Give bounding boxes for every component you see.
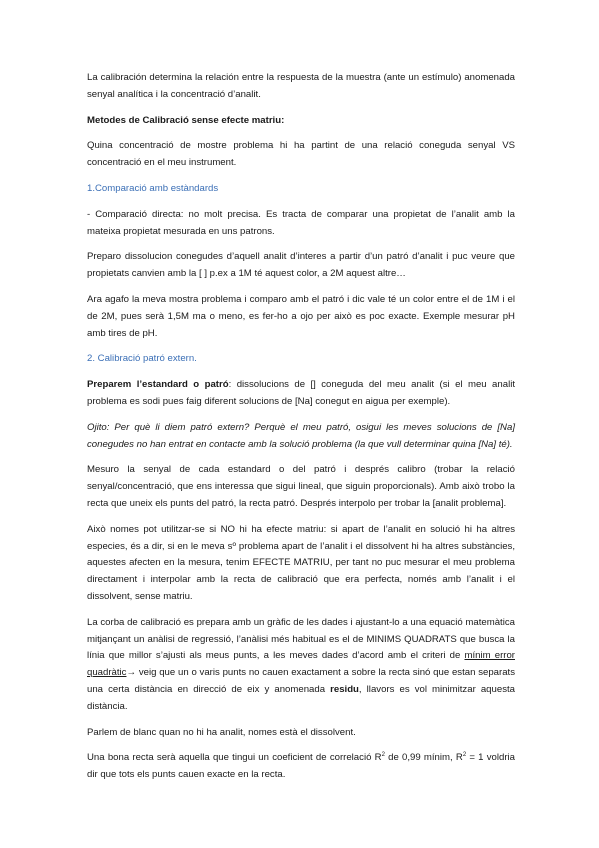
section-heading-methods: Metodes de Calibració sense efecte matriu: [87, 114, 285, 126]
paragraph-correlation [87, 750, 515, 784]
standard-term: Preparem l’estandard o patró [87, 379, 229, 391]
paragraph-blank: Parlem de blanc quan no hi ha analit, nomes està el dissolvent. [87, 726, 356, 738]
curve-text-b: veig que un o varis punts no cauen exactament a sobre la recta sinó que estan separats una certa distància en direcció de eix y anomenada [87, 667, 515, 695]
standard-description: : dissolucions de [] coneguda del meu analit (si el meu analit problema es sodi pues faig diferent solucions de [Na] conegut en aigua per exemple). [87, 379, 515, 407]
min-square-error-term: mínim error quadràtic [87, 650, 515, 679]
paragraph-sample-compare: Ara agafo la meva mostra problema i comparo amb el patró i dic vale té un color entre el de 1M i el de 2M, pues serà 1,5M ma o meno, es fer-ho a ojo per això es poc exacte. Exemple mesurar pH amb tires de pH. [87, 293, 515, 339]
paragraph-ojito: Ojito: Per què li diem patró extern? Perquè el meu patró, osigui les meves solucions de [Na] conegudes no han entrat en contacte amb la solució problema (la que vull determinar quina [Na] té). [87, 421, 515, 450]
subheading-external-standard: 2. Calibració patró extern. [87, 353, 197, 365]
arrow-icon: → [126, 667, 137, 679]
paragraph-prepare-solutions: Preparo dissolucion conegudes d’aquell analit d’interes a partir d’un patró d’analit i puc veure que propietats canvien amb la [ ] p.ex a 1M té aquest color, a 2M aquest altre… [87, 251, 515, 280]
paragraph-question: Quina concentració de mostre problema hi ha partint de una relació coneguda senyal VS concentració en el meu instrument. [87, 140, 515, 169]
curve-text-c: , llavors es vol minimitzar aquesta distància. [87, 683, 515, 712]
paragraph-direct-comparison: - Comparació directa: no molt precisa. Es tracta de comparar una propietat de l’analit amb la mateixa propietat mesurada en uns patrons. [87, 208, 515, 237]
document-page [87, 70, 515, 793]
correlation-text-a: Una bona recta serà aquella que tingui un coeficient de correlació R [87, 752, 382, 764]
curve-text-a: La corba de calibració es prepara amb un gràfic de les dades i ajustant-lo a una equació matemàtica mitjançant un anàlisi de regressió, l’anàlisi més habitual es el de MINIMS QUADRATS que busca la línia que millor s’ajusti als meus punts, a les meves dades d’acord amb el criteri de [87, 616, 515, 662]
paragraph-prepare-standard [87, 377, 515, 411]
superscript-2: 2 [381, 752, 385, 759]
correlation-text-b: de 0,99 mínim, R [384, 752, 463, 764]
paragraph-matrix-effect: Això nomes pot utilitzar-se si NO hi ha efecte matriu: si apart de l’analit en solució hi ha altres especies, és a dir, si en le meva sº problema apart de l’analit i el dissolvent hi ha altres substàncies, aquestes afecten en la mesura, tenim EFECTE MATRIU, per tant no puc mesurar el meu problema directament i interpolar amb la recta de calibració que era perfecta, només amb l’analit i el dissolvent, sense matriu. [87, 523, 515, 602]
superscript-2: 2 [462, 752, 467, 759]
correlation-text-c: = 1 voldria dir que tots els punts cauen exacte en la recta. [87, 752, 515, 781]
residu-term: residu [330, 683, 359, 695]
paragraph-intro: La calibración determina la relación entre la respuesta de la muestra (ante un estímulo) anomenada senyal analítica i la concentració d’analit. [87, 72, 515, 100]
paragraph-calibration-curve [87, 615, 515, 716]
paragraph-measure-signal: Mesuro la senyal de cada estandard o del patró i després calibro (trobar la relació senyal/concentració, que ens interessa que sigui lineal, que siguin proporcionals). Amb això trobo la recta que uneix els punts del patró, la recta patró. Després interpolo per trobar la [analit problema]. [87, 464, 515, 509]
subheading-comparison: 1.Comparació amb estàndards [87, 182, 219, 194]
